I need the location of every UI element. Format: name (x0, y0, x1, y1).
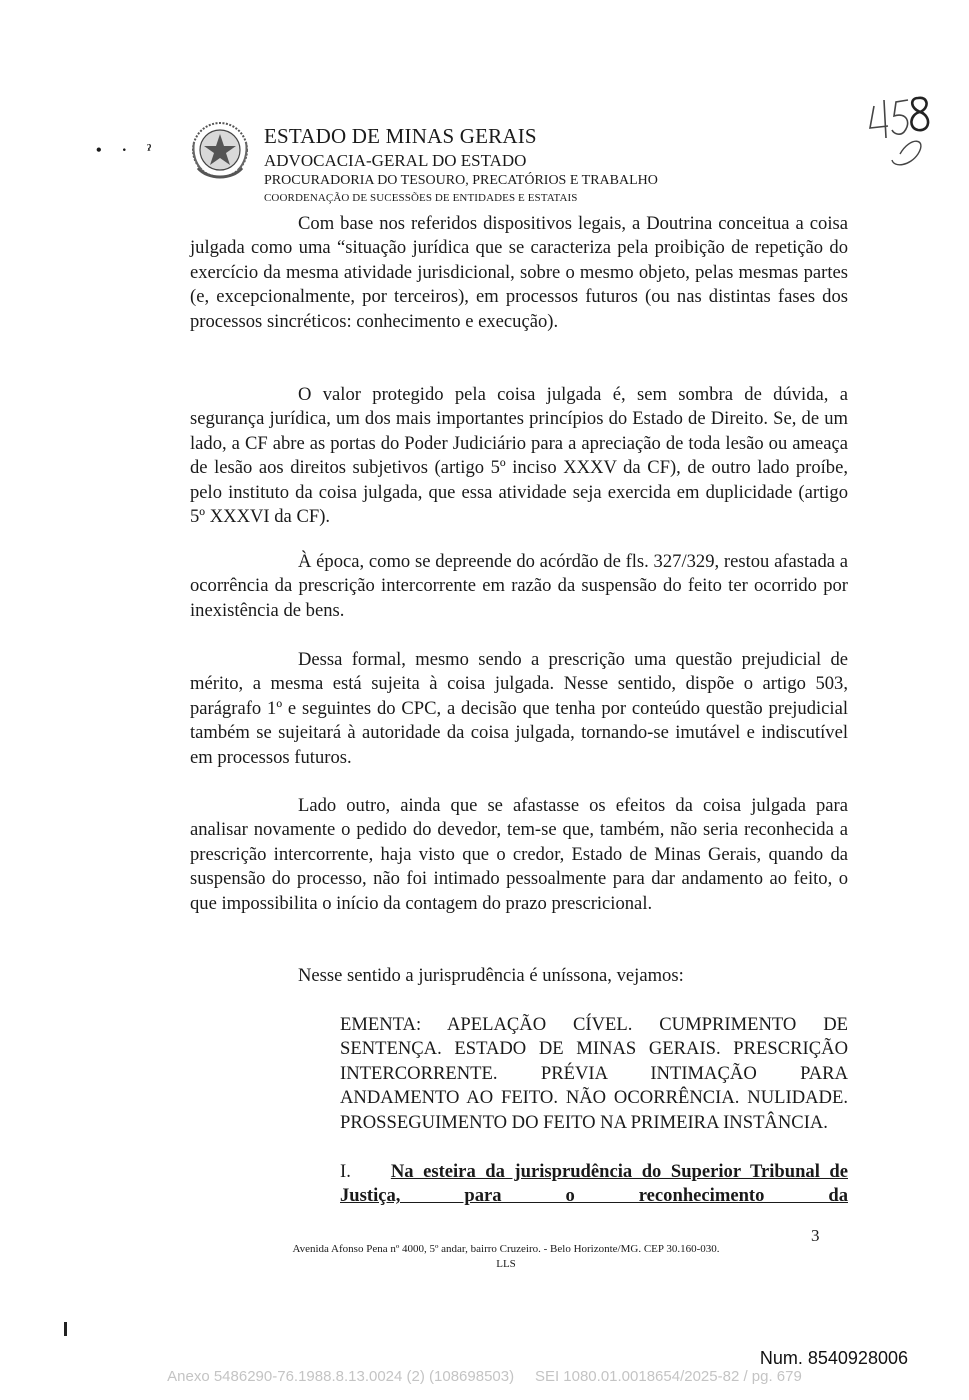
document-number: Num. 8540928006 (759, 1348, 908, 1368)
annex-reference: Anexo 5486290-76.1988.8.13.0024 (2) (108698503) (167, 1368, 515, 1385)
sei-reference: SEI 1080.01.0018654/2025-82 / pg. 679 (534, 1368, 802, 1385)
page-number: 3 (811, 1226, 820, 1245)
paragraph-jurisprudencia-intro: Nesse sentido a jurisprudência é uníssona, vejamos: (298, 965, 684, 986)
item-text: Na esteira da jurisprudência do Superior Tribunal de Justiça, para o reconhecimento da (340, 1161, 848, 1207)
footer-initials: LLS (496, 1258, 516, 1270)
paragraph-seguranca-juridica: O valor protegido pela coisa julgada é, sem sombra de dúvida, a segurança jurídica, um dos mais importantes princípios do Estado de Direito. Se, de um lado, a CF abre as portas do Poder Judiciário para a apreciação de toda lesão ou ameaça de lesão aos direitos subjetivos (artigo 5º inciso XXXV da CF), de outro lado proíbe, pelo instituto da coisa julgada, que essa atividade seja exercida em duplicidade (artigo 5º XXXVI da CF). (190, 384, 848, 528)
sei-watermark (0, 1368, 969, 1385)
footer-address: Avenida Afonso Pena nº 4000, 5º andar, bairro Cruzeiro. - Belo Horizonte/MG. CEP 30.160-030. (292, 1243, 720, 1255)
state-coat-of-arms-icon (188, 118, 252, 188)
header-agency: ADVOCACIA-GERAL DO ESTADO (264, 151, 527, 170)
item-number: I. (340, 1161, 351, 1182)
margin-marks: • · ˀ (96, 142, 159, 159)
ementa-item-i (340, 1160, 848, 1209)
paragraph-coisa-julgada: Com base nos referidos dispositivos legais, a Doutrina conceitua a coisa julgada como uma “situação jurídica que se caracteriza pela proibição de repetição do exercício da mesma atividade jurisdicional, sobre o mesmo objeto, pelas mesmas partes (e, excepcionalmente, por terceiros), em processos futuros (ou nas distintas fases dos processos sincréticos: conhecimento e execução). (190, 213, 848, 332)
header-state: ESTADO DE MINAS GERAIS (264, 124, 537, 148)
scan-mark (64, 1322, 67, 1336)
handwritten-page-number (866, 92, 936, 170)
paragraph-prejudicial: Dessa formal, mesmo sendo a prescrição uma questão prejudicial de mérito, a mesma está sujeita à coisa julgada. Nesse sentido, dispõe o artigo 503, parágrafo 1º e seguintes do CPC, a decisão que tenha por conteúdo questão prejudicial também se sujeitará à autoridade da coisa julgada, tornando-se imutável e indiscutível em processos futuros. (190, 649, 848, 768)
ementa-quote: EMENTA: APELAÇÃO CÍVEL. CUMPRIMENTO DE SENTENÇA. ESTADO DE MINAS GERAIS. PRESCRIÇÃO INTERCORRENTE. PRÉVIA INTIMAÇÃO PARA ANDAMENTO AO FEITO. NÃO OCORRÊNCIA. NULIDADE. PROSSEGUIMENTO DO FEITO NA PRIMEIRA INSTÂNCIA. (340, 1014, 848, 1133)
paragraph-acordao: À época, como se depreende do acórdão de fls. 327/329, restou afastada a ocorrência da prescrição intercorrente em razão da suspensão do feito ter ocorrido por inexistência de bens. (190, 551, 848, 621)
paragraph-lado-outro: Lado outro, ainda que se afastasse os efeitos da coisa julgada para analisar novamente o pedido do devedor, tem-se que, também, não seria reconhecida a prescrição intercorrente, haja visto que o credor, Estado de Minas Gerais, quando da suspensão do processo, não foi intimado pessoalmente para dar andamento ao feito, o que impossibilita o início da contagem do prazo prescricional. (190, 795, 848, 914)
header-procuradoria: PROCURADORIA DO TESOURO, PRECATÓRIOS E TRABALHO (264, 173, 658, 188)
header-coordenacao: COORDENAÇÃO DE SUCESSÕES DE ENTIDADES E ESTATAIS (264, 192, 578, 204)
